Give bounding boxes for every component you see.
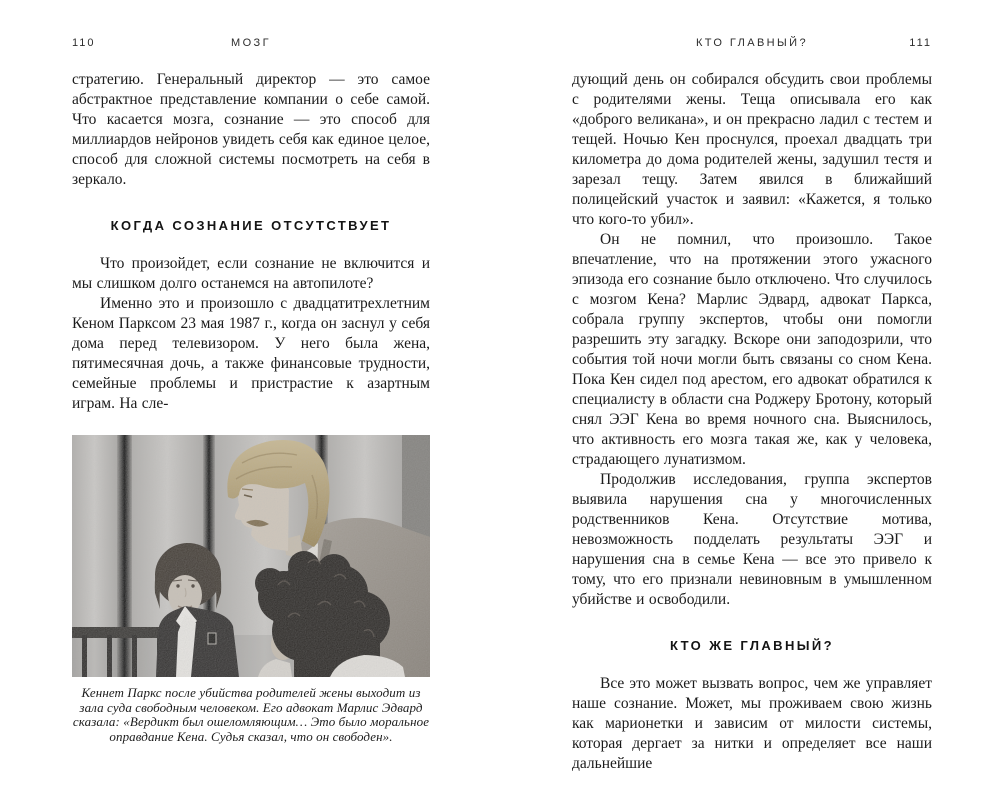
paragraph-murder-night: дующий день он собирался обсудить свои проблемы с родителями жены. Теща описывала его как «доброго великана», и он прекрасно ладил с тестем и тещей. Ночью Кен проснулся, проехал двадцать три километра до дома родителей жены, задушил тестя и зарезал тещу. Затем явился в ближайший полицейский участок и заявил: «Кажется, я только что кого-то убил».	[572, 71, 932, 228]
section-heading-who-is-in-charge: КТО ЖЕ ГЛАВНЫЙ?	[670, 638, 834, 653]
page-number-right: 111	[909, 37, 932, 49]
page-left	[72, 0, 430, 794]
paragraph-autopilot-question: Что произойдет, если сознание не включится и мы слишком долго останемся на автопилоте?	[72, 255, 430, 292]
courtroom-photo	[72, 435, 430, 677]
paragraph-puppets-question: Все это может вызвать вопрос, чем же управляет наше сознание. Может, мы проживаем свою жизнь как марионетки и зависим от милости системы, которая дергает за нитки и определяет все наши дальнейшие	[572, 675, 932, 772]
running-head-right	[572, 37, 932, 51]
section-heading-consciousness-absent: КОГДА СОЗНАНИЕ ОТСУТСТВУЕТ	[110, 218, 392, 233]
paragraph-ken-parks: Именно это и произошло с двадцатитрехлетним Кеном Парксом 23 мая 1987 г., когда он заснул у себя дома перед телевизором. У него была жена, пятимесячная дочь, а также финансовые трудности, семейные проблемы и пристрастие к азартным играм. На сле-	[72, 295, 430, 412]
running-title-left: МОЗГ	[231, 37, 271, 49]
paragraph-experts-verdict: Продолжив исследования, группа экспертов выявила нарушения сна у многочисленных родственников Кена. Отсутствие мотива, невозможность подделать результаты ЭЭГ и нарушения сна в семье Кена — все это привело к тому, что его признали невиновным в умышленном убийстве и освободили.	[572, 471, 932, 608]
courtroom-photo-illustration	[72, 435, 430, 677]
photo-figure	[72, 435, 430, 744]
photo-caption: Кеннет Паркс после убийства родителей жены выходит из зала суда свободным человеком. Его адвокат Марлис Эдвард сказала: «Вердикт был ошеломляющим… Это было моральное оправдание Кена. Судья сказал, что он свободен».	[72, 685, 430, 744]
right-page-text	[572, 70, 932, 774]
paragraph-ceo-strategy: стратегию. Генеральный директор — это самое абстрактное представление компании о себе самой. Что касается мозга, сознание — это способ для миллиардов нейронов увидеть себя как единое целое, способ для сложной системы посмотреть на себя в зеркало.	[72, 71, 430, 188]
left-page-text	[72, 70, 430, 744]
page-right	[572, 0, 932, 794]
running-title-right: КТО ГЛАВНЫЙ?	[696, 37, 808, 49]
running-head-left	[72, 37, 430, 51]
page-number-left: 110	[72, 37, 96, 49]
paragraph-no-memory: Он не помнил, что произошло. Такое впечатление, что на протяжении этого ужасного эпизода его сознание было отключено. Что случилось с мозгом Кена? Марлис Эдвард, адвокат Паркса, собрала группу экспертов, чтобы они помогли разрешить эту загадку. Вскоре они заподозрили, что события той ночи могли быть связаны со сном Кена. Пока Кен сидел под арестом, его адвокат обратился к специалисту в области сна Роджеру Бротону, который снял ЭЭГ Кена во время ночного сна. Выяснилось, что активность его мозга такая же, как у человека, страдающего лунатизмом.	[572, 231, 932, 468]
